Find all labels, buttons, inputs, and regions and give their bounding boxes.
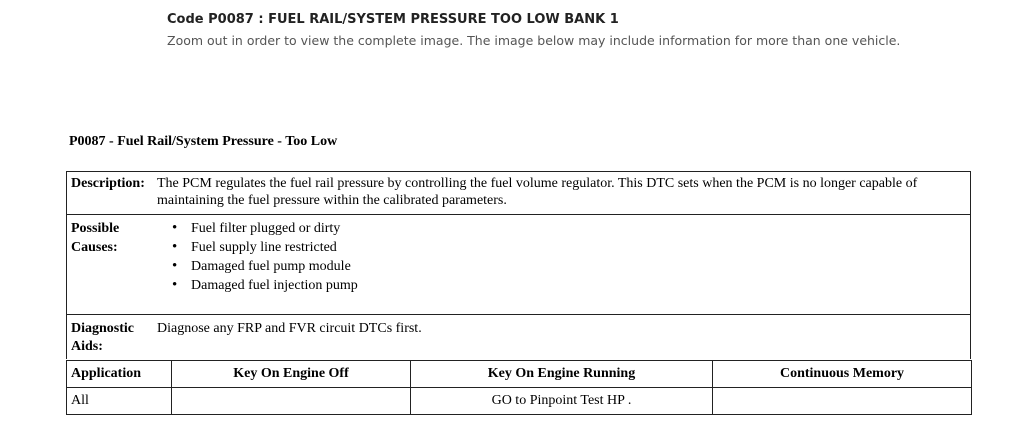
test-table (66, 360, 972, 415)
header-key-on-engine-running: Key On Engine Running (411, 361, 713, 388)
aids-label-line-2: Aids: (71, 339, 103, 354)
possible-causes-section (66, 214, 971, 314)
causes-list (172, 219, 358, 295)
header-key-on-engine-off: Key On Engine Off (172, 361, 411, 388)
diagnostic-aids-section (66, 314, 971, 359)
table-row (67, 388, 972, 415)
cause-item: • Damaged fuel injection pump (172, 276, 358, 295)
cause-item: • Fuel supply line restricted (172, 238, 358, 257)
cell-continuous-memory (713, 388, 972, 415)
description-line-2: maintaining the fuel pressure within the calibrated parameters. (157, 193, 507, 208)
dtc-title: P0087 - Fuel Rail/System Pressure - Too Low (69, 134, 338, 149)
causes-label-line-1: Possible (71, 221, 120, 236)
header-continuous-memory: Continuous Memory (713, 361, 972, 388)
cell-application: All (67, 388, 172, 415)
description-line-1: The PCM regulates the fuel rail pressure by controlling the fuel volume regulator. This DTC sets when the PCM is no longer capable of (157, 176, 918, 191)
aids-text: Diagnose any FRP and FVR circuit DTCs first. (157, 321, 422, 336)
aids-label-line-1: Diagnostic (71, 321, 134, 336)
cause-item: • Damaged fuel pump module (172, 257, 358, 276)
cell-key-on-engine-off (172, 388, 411, 415)
description-label: Description: (71, 176, 145, 191)
table-header-row (67, 361, 972, 388)
description-section (66, 171, 971, 214)
cause-item: • Fuel filter plugged or dirty (172, 219, 358, 238)
zoom-instruction: Zoom out in order to view the complete image. The image below may include information for more than one vehicle. (167, 33, 901, 48)
pinpoint-test-link[interactable]: GO to Pinpoint Test HP . (411, 388, 713, 415)
causes-label-line-2: Causes: (71, 240, 118, 255)
header-application: Application (67, 361, 172, 388)
code-heading: Code P0087 : FUEL RAIL/SYSTEM PRESSURE TOO LOW BANK 1 (167, 12, 619, 27)
